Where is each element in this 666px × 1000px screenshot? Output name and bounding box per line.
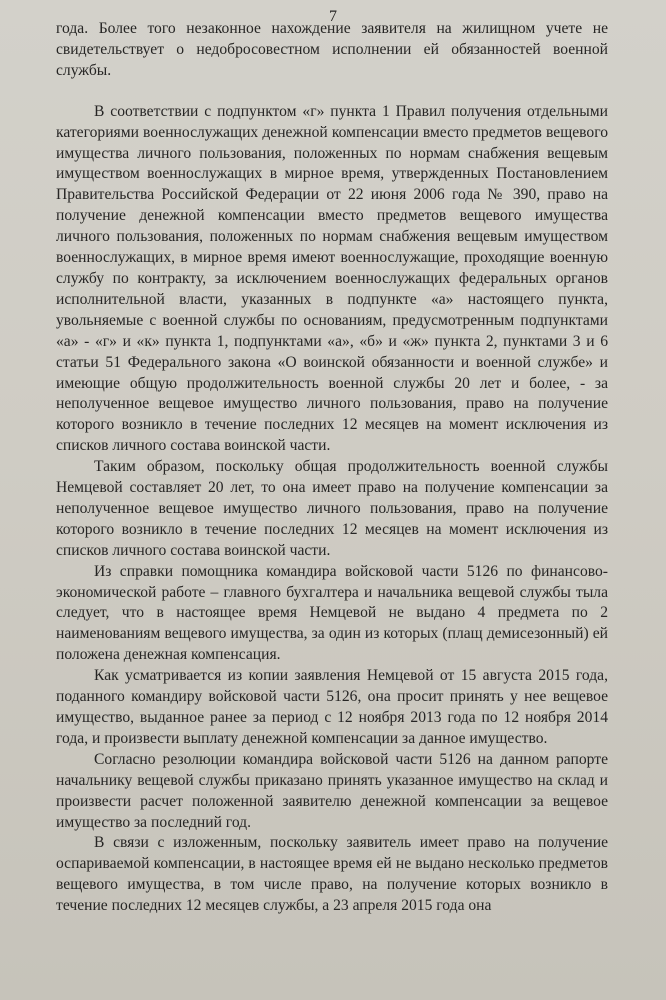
paragraph-conclusion: Таким образом, поскольку общая продолжительность военной службы Немцевой составляет 20 лет, то она имеет право на получение компенсации за неполученное вещевое имущество личного пользования, право на получение которого возникло в течение последних 12 месяцев на момент исключения из списков личного состава воинской части.	[56, 458, 608, 559]
paragraph-final: В связи с изложенным, поскольку заявитель имеет право на получение оспариваемой компенсации, в настоящее время ей не выдано несколько предметов вещевого имущества, в том числе право, на получение которых возникло в течение последних 12 месяцев службы, а 23 апреля 2015 года она	[56, 834, 608, 915]
document-body	[56, 19, 608, 917]
paragraph-certificate: Из справки помощника командира войсковой части 5126 по финансово-экономической работе – главного бухгалтера и начальника вещевой службы тыла следует, что в настоящее время Немцевой не выдано 4 предмета по 2 наименованиям вещевого имущества, за один из которых (плащ демисезонный) ей положена денежная компенсация.	[56, 562, 608, 664]
paragraph-resolution: Согласно резолюции командира войсковой части 5126 на данном рапорте начальнику вещевой службы приказано принять указанное имущество на склад и произвести расчет положенной заявителю денежной компенсации за вещевое имущество за последний год.	[56, 750, 608, 831]
paragraph-application: Как усматривается из копии заявления Немцевой от 15 августа 2015 года, поданного командиру войсковой части 5126, она просит принять у нее вещевое имущество, выданное ранее за период с 12 ноября 2013 года по 12 ноября 2014 года, и произвести выплату денежной компенсации за данное имущество.	[56, 667, 608, 747]
page-number: 7	[329, 8, 337, 25]
paragraph-rules-citation: В соответствии с подпунктом «г» пункта 1 Правил получения отдельными категориями военнослужащих денежной компенсации вместо предметов вещевого имущества личного пользования, положенных по нормам снабжения вещевым имуществом военнослужащих в мирное время, утвержденных Постановлением Правительства Российской Федерации от 22 июня 2006 года № 390, право на получение денежной компенсации вместо предметов вещевого имущества личного пользования, положенных по нормам снабжения вещевым имуществом военнослужащих, в мирное время имеют военнослужащие, проходящие военную службу по контракту, за исключением военнослужащих федеральных органов исполнительной власти, указанных в подпункте «а» настоящего пункта, увольняемые с военной службы по основаниям, предусмотренным подпунктами «а» - «г» и «к» пункта 1, подпунктами «а», «б» и «ж» пункта 2, пунктами 3 и 6 статьи 51 Федерального закона «О воинской обязанности и военной службе» и имеющие общую продолжительность военной службы 20 лет и более, - за неполученное вещевое имущество личного пользования, право на получение которого возникло в течение последних 12 месяцев на момент исключения из списков личного состава воинской части.	[56, 102, 608, 455]
paragraph-continuation: года. Более того незаконное нахождение заявителя на жилищном учете не свидетельствует о недобросовестном исполнении ей обязанностей военной службы.	[56, 20, 608, 79]
